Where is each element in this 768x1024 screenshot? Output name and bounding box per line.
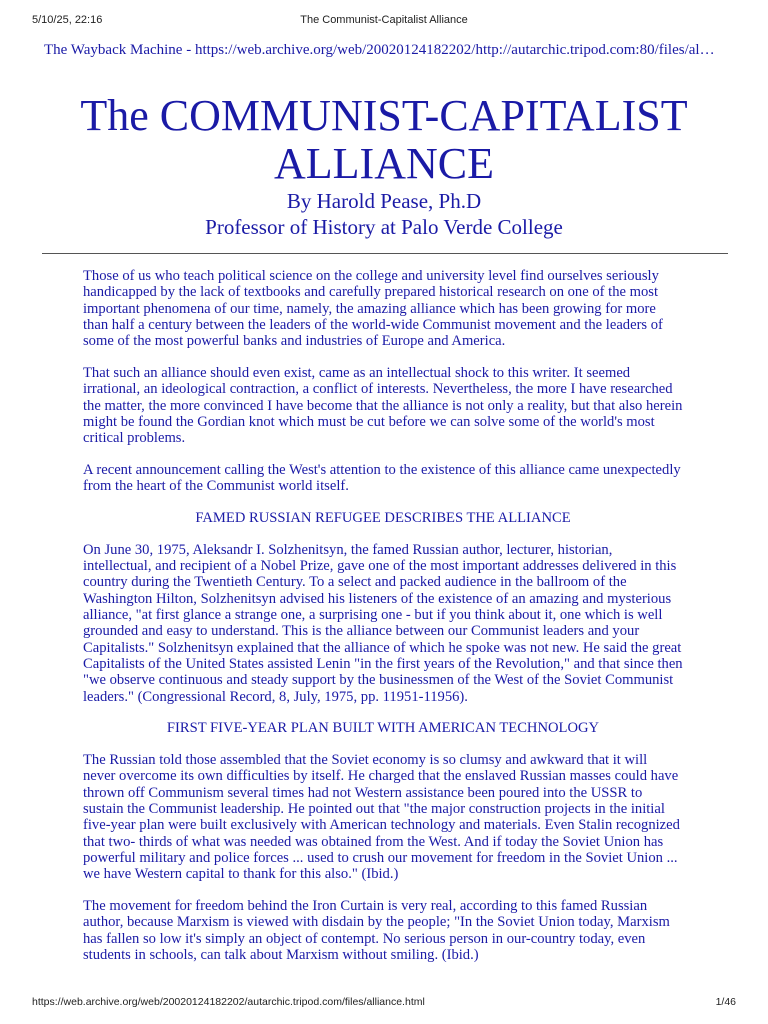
- body-paragraph: On June 30, 1975, Aleksandr I. Solzhenitsyn, the famed Russian author, lecturer, historian, intellectual, and recipient of a Nobel Prize, gave one of the most important addresses delivered in this country during the Twentieth Century. To a select and packed audience in the ballroom of the Washington Hilton, Solzhenitsyn advised his listeners of the existence of an amazing and mysterious alliance, "at first glance a strange one, a surprising one - but if you think about it, one which is well grounded and easy to understand. This is the alliance between our Communist leaders and your Capitalists." Solzhenitsyn explained that the alliance of which he spoke was not new. He said the great Capitalists of the United States assisted Lenin "in the first years of the Revolution," and that since then "we observe continuous and steady support by the businessmen of the West of the Soviet Communist leaders." (Congressional Record, 8, July, 1975, pp. 11951-11956).: [83, 541, 683, 705]
- body-paragraph: That such an alliance should even exist, came as an intellectual shock to this writer. It seemed irrational, an ideological contraction, a conflict of interests. Nevertheless, the more I have researched the matter, the more convinced I have become that the alliance is not only a reality, but that also herein might be found the Gordian knot which must be cut before we can solve some of the world's most critical problems.: [83, 364, 683, 447]
- print-datetime: 5/10/25, 22:16: [32, 14, 103, 26]
- document-title-line-2: ALLIANCE: [274, 139, 494, 188]
- wayback-machine-link[interactable]: The Wayback Machine - https://web.archive.org/web/20020124182202/http://autarchic.tripod.com:80/files/al…: [44, 42, 715, 58]
- document-title-line-1: The COMMUNIST-CAPITALIST: [80, 91, 688, 140]
- print-page-number: 1/46: [715, 996, 736, 1008]
- horizontal-rule: [42, 253, 728, 254]
- body-paragraph: Those of us who teach political science on the college and university level find ourselves seriously handicapped by the lack of textbooks and carefully prepared historical research on one of the most important phenomena of our time, namely, the amazing alliance which has been growing for more than half a century between the leaders of the world-wide Communist movement and the leaders of some of the most powerful banks and industries of Europe and America.: [83, 268, 663, 350]
- body-paragraph: The Russian told those assembled that the Soviet economy is so clumsy and awkward that it will never overcome its own difficulties by itself. He charged that the enslaved Russian masses could have thrown off Communism several times had not Western assistance been poured into the USSR to sustain the Communist leadership. He pointed out that "the major construction projects in the initial five-year plan were built exclusively with American technology and materials. Even Stalin recognized that two- thirds of what was needed was obtained from the West. And if today the Soviet Union has powerful military and police forces ... used to crush our movement for freedom in the Soviet Union ... we have Western capital to thank for this also." (Ibid.): [83, 752, 680, 883]
- print-footer-url: https://web.archive.org/web/20020124182202/autarchic.tripod.com/files/alliance.html: [32, 996, 425, 1008]
- section-heading: FAMED RUSSIAN REFUGEE DESCRIBES THE ALLIANCE: [195, 510, 571, 527]
- section-heading: FIRST FIVE-YEAR PLAN BUILT WITH AMERICAN TECHNOLOGY: [166, 720, 600, 737]
- document-affiliation: Professor of History at Palo Verde College: [205, 215, 563, 239]
- print-page-title: The Communist-Capitalist Alliance: [300, 14, 468, 26]
- document-author: By Harold Pease, Ph.D: [286, 189, 482, 213]
- body-paragraph: The movement for freedom behind the Iron Curtain is very real, according to this famed Russian author, because Marxism is viewed with disdain by the people; "In the Soviet Union today, Marxism has fallen so low it's simply an object of contempt. No serious person in our-country today, even students in schools, can talk about Marxism without smiling. (Ibid.): [83, 898, 670, 963]
- article-body: [83, 268, 683, 979]
- document-title: [30, 92, 738, 188]
- print-footer: [32, 996, 736, 1010]
- body-paragraph: A recent announcement calling the West's attention to the existence of this alliance came unexpectedly from the heart of the Communist world itself.: [83, 461, 681, 495]
- print-header: [32, 14, 736, 28]
- document-title-block: [30, 92, 738, 240]
